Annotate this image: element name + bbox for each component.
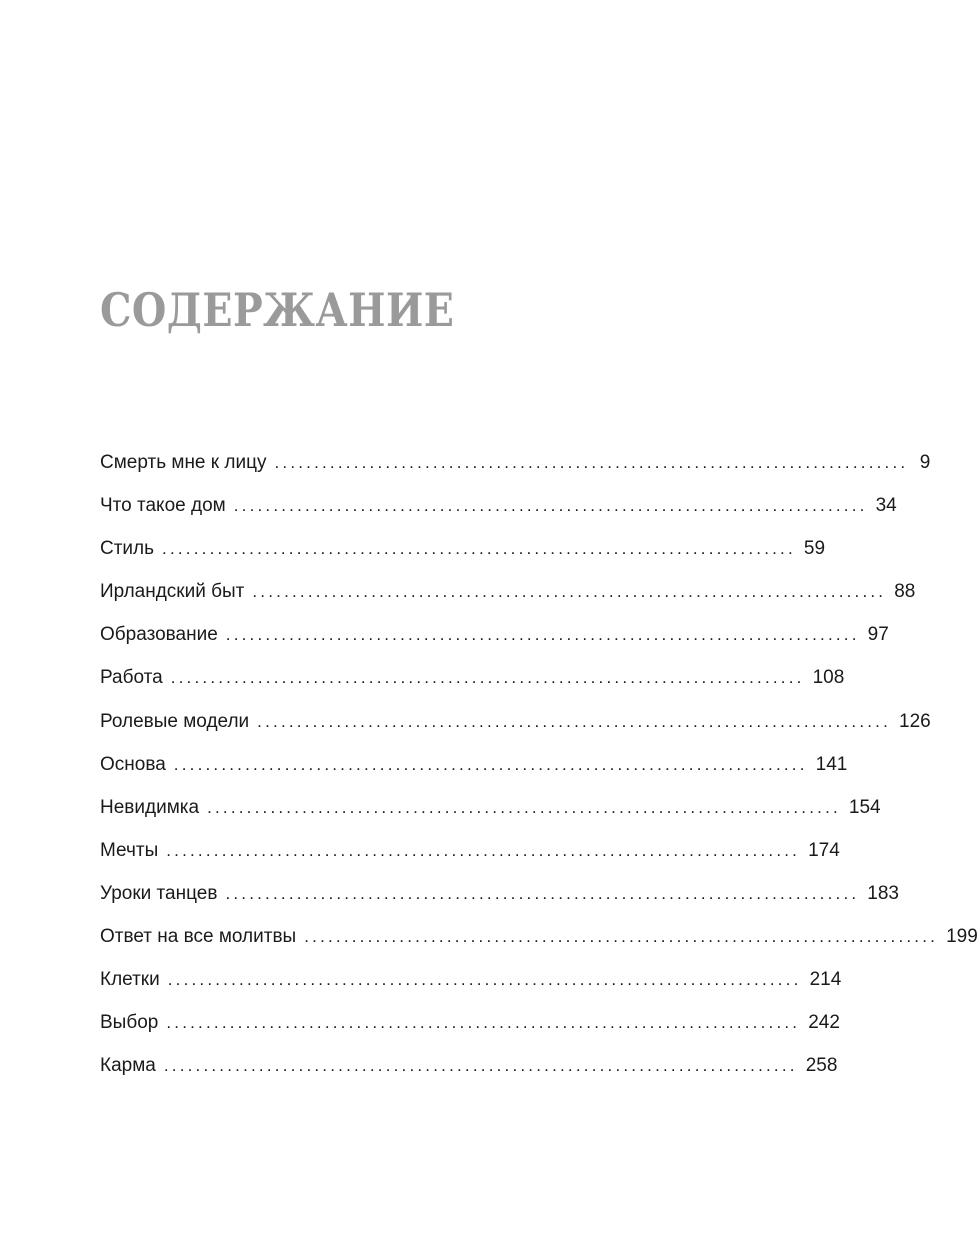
toc-page-number: 242 <box>808 1012 840 1034</box>
toc-entry-title: Основа <box>100 753 166 775</box>
toc-entry-title: Работа <box>100 667 163 689</box>
toc-entry <box>100 1001 840 1044</box>
toc-page-number: 154 <box>848 796 881 818</box>
toc-entry <box>100 570 916 613</box>
toc-entry <box>100 786 881 829</box>
toc-entry <box>100 915 978 958</box>
page-title: СОДЕРЖАНИЕ <box>100 283 455 337</box>
toc-page-number: 97 <box>867 624 889 646</box>
toc-entry-title: Что такое дом <box>100 495 226 517</box>
toc-dot-leader: ................................................................................ <box>207 797 841 817</box>
toc-entry-title: Карма <box>100 1055 156 1077</box>
toc-entry <box>100 743 848 786</box>
toc-page-number: 34 <box>875 495 897 517</box>
toc-dot-leader: ................................................................................ <box>252 582 887 602</box>
toc-page-number: 214 <box>809 969 842 991</box>
toc-entry-title: Ирландский быт <box>100 581 245 603</box>
toc-dot-leader: ................................................................................ <box>166 1013 801 1033</box>
toc-dot-leader: ................................................................................ <box>170 668 805 688</box>
toc-page-number: 9 <box>919 452 931 473</box>
toc-page-number: 108 <box>812 667 845 689</box>
table-of-contents <box>100 441 978 1087</box>
toc-entry-title: Невидимка <box>100 796 200 818</box>
toc-page-number: 258 <box>805 1055 838 1077</box>
toc-entry-title: Ответ на все молитвы <box>100 926 297 948</box>
toc-page-number: 88 <box>894 581 916 603</box>
toc-entry <box>100 484 897 527</box>
toc-dot-leader: ................................................................................ <box>274 453 909 472</box>
toc-entry-title: Мечты <box>100 839 159 861</box>
toc-entry <box>100 613 889 656</box>
toc-page-number: 59 <box>803 538 826 560</box>
toc-page-number: 141 <box>815 753 848 775</box>
toc-dot-leader: ................................................................................ <box>257 711 892 731</box>
toc-dot-leader: ................................................................................ <box>162 539 796 559</box>
toc-entry-title: Уроки танцев <box>100 882 218 904</box>
toc-page-number: 174 <box>808 839 840 861</box>
toc-dot-leader: ................................................................................ <box>173 754 808 774</box>
toc-entry-title: Ролевые модели <box>100 710 250 732</box>
toc-entry <box>100 1044 838 1087</box>
toc-entry <box>100 700 931 743</box>
toc-entry <box>100 872 899 915</box>
toc-dot-leader: ................................................................................ <box>167 970 802 990</box>
toc-entry <box>100 829 840 872</box>
toc-dot-leader: ................................................................................ <box>225 625 860 645</box>
toc-dot-leader: ................................................................................ <box>304 927 939 947</box>
toc-entry <box>100 527 826 570</box>
toc-entry <box>100 656 845 699</box>
toc-dot-leader: ................................................................................ <box>225 883 860 903</box>
toc-entry-title: Образование <box>100 624 218 646</box>
toc-entry-title: Выбор <box>100 1012 159 1034</box>
toc-entry-title: Смерть мне к лицу <box>100 452 267 473</box>
toc-entry <box>100 441 931 484</box>
toc-entry-title: Клетки <box>100 969 160 991</box>
toc-dot-leader: ................................................................................ <box>166 840 801 860</box>
toc-page-number: 126 <box>899 710 931 732</box>
toc-entry-title: Стиль <box>100 538 155 560</box>
toc-dot-leader: ................................................................................ <box>233 496 868 516</box>
toc-dot-leader: ................................................................................ <box>163 1056 798 1076</box>
toc-page-number: 183 <box>867 882 899 904</box>
toc-page-number: 199 <box>946 926 978 948</box>
toc-entry <box>100 958 842 1001</box>
